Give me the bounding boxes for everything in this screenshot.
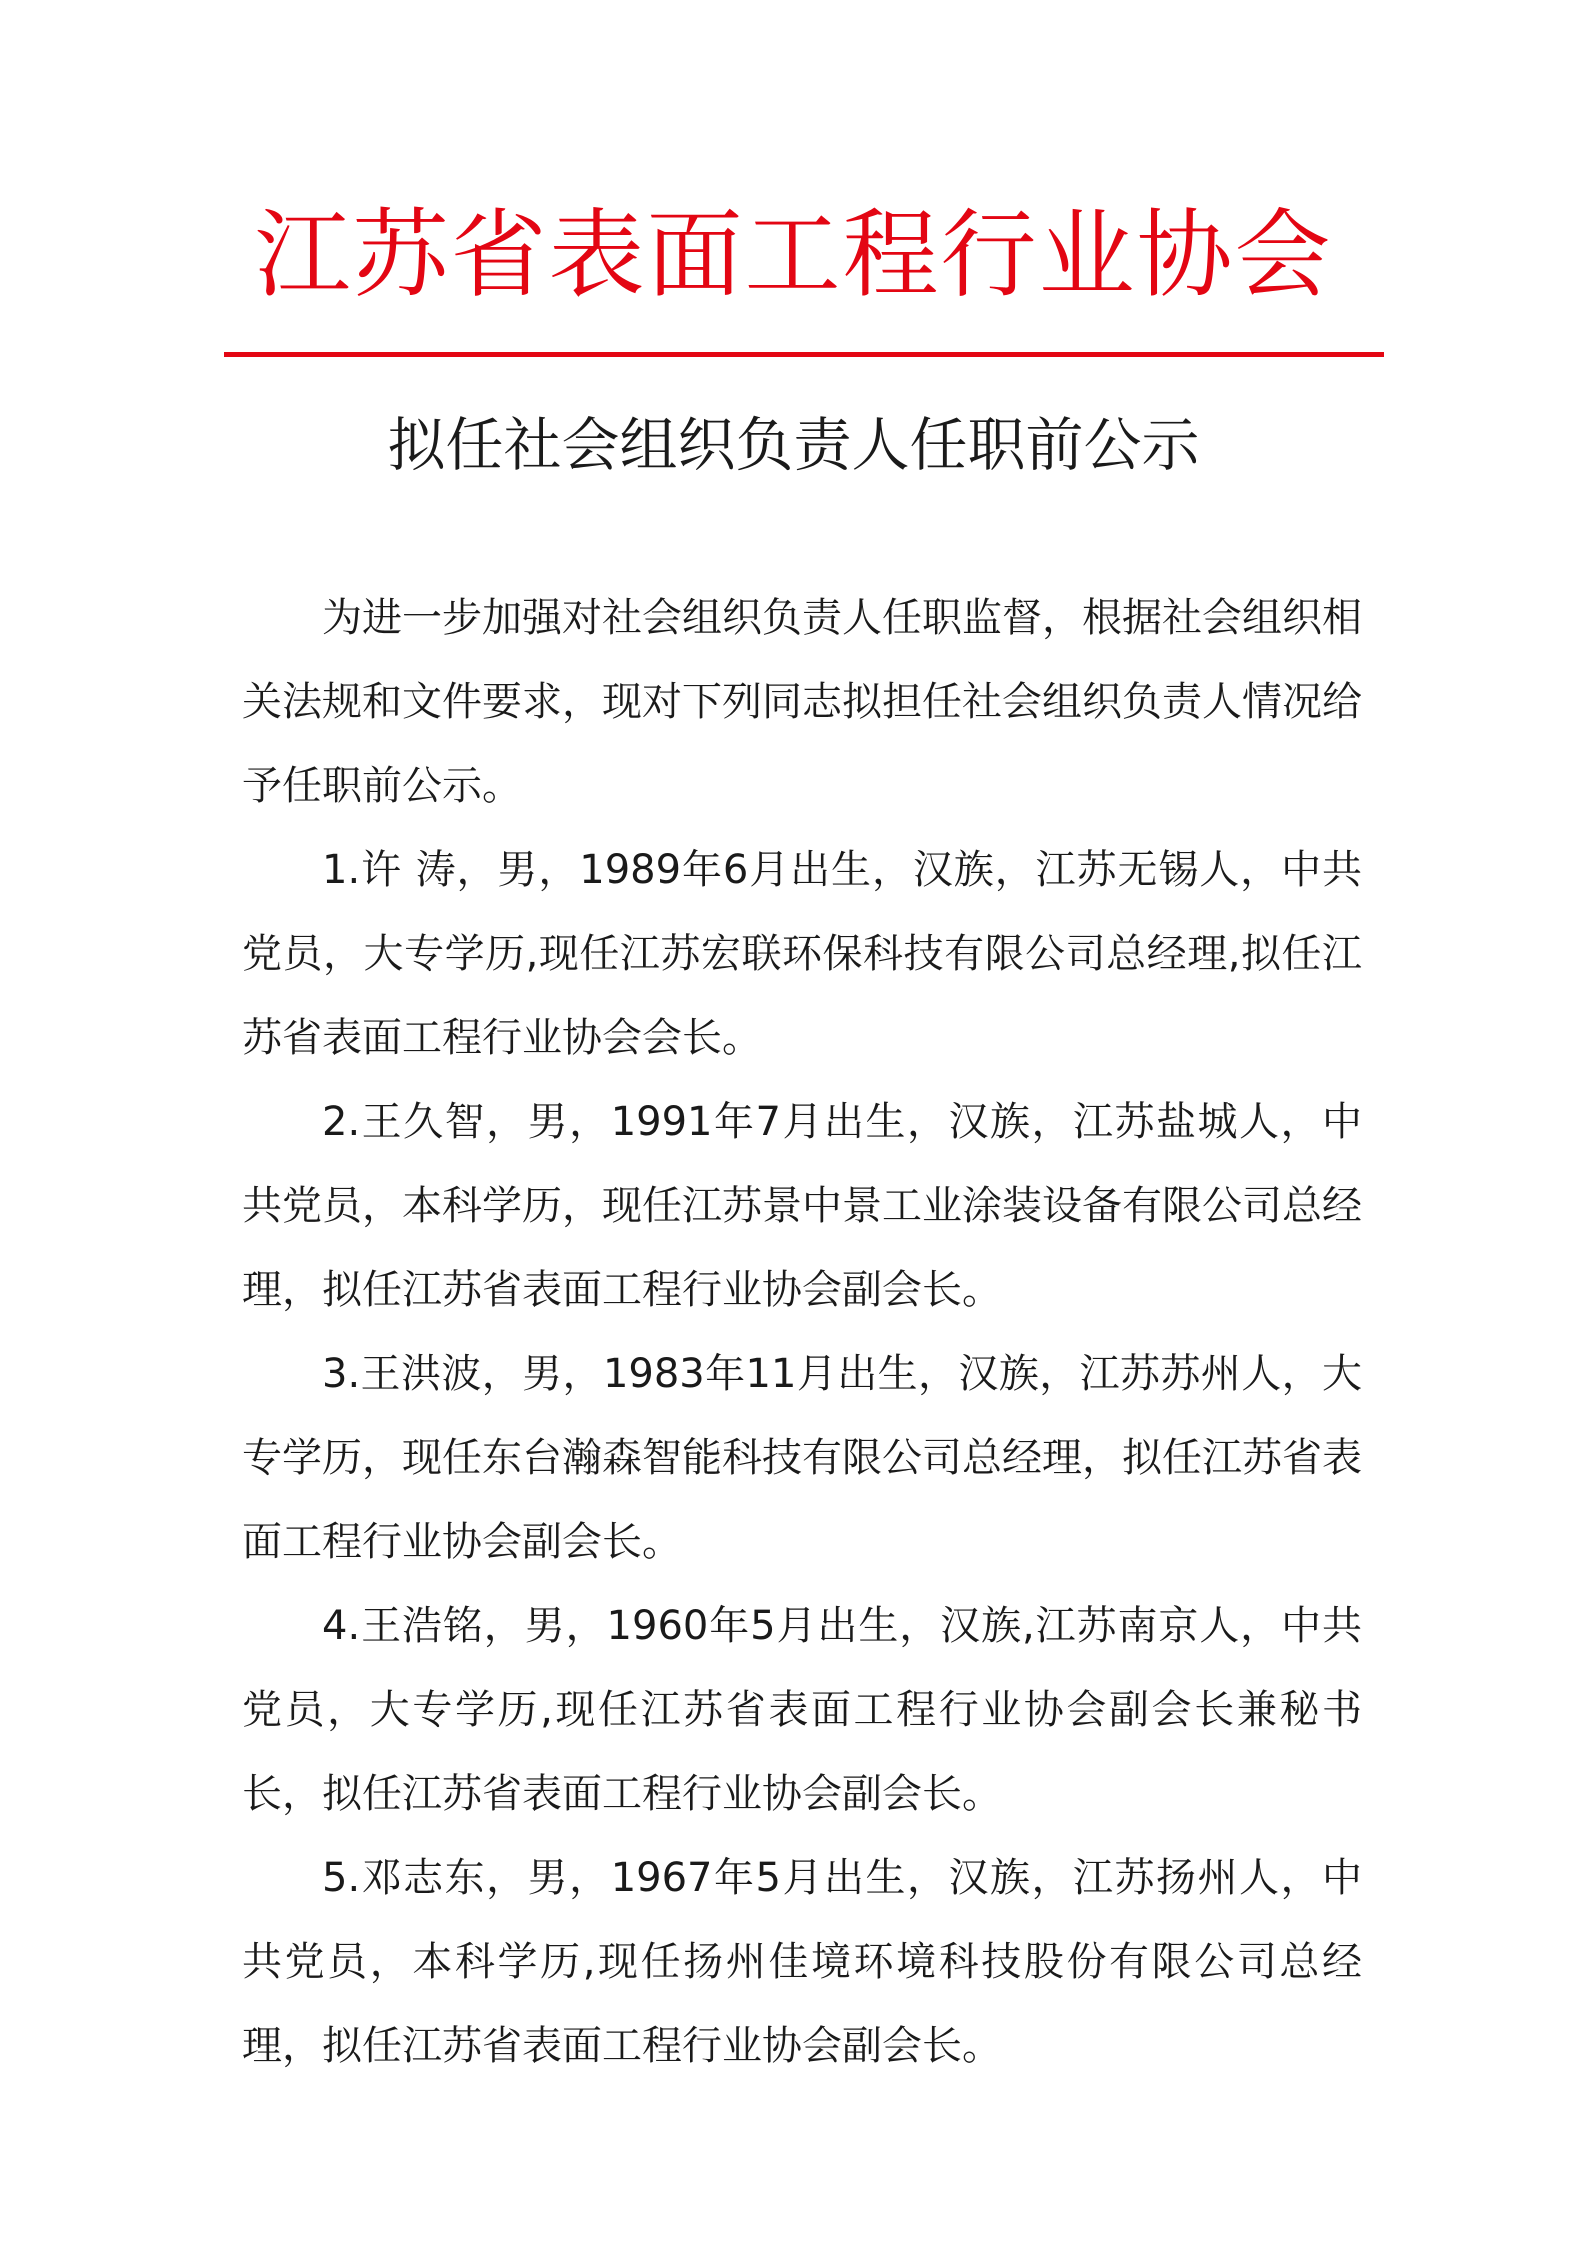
notice-title: 拟任社会组织负责人任职前公示 [387,411,1200,479]
org-header: 江苏省表面工程行业协会 [254,199,1333,311]
candidate-paragraph: 4.王浩铭，男，1960年5月出生，汉族,江苏南京人，中共党员，大专学历,现任江苏省表面工程行业协会副会长兼秘书长，拟任江苏省表面工程行业协会副会长。 [242,1603,1362,1817]
candidate-paragraph: 5.邓志东，男，1967年5月出生，汉族，江苏扬州人，中共党员，本科学历,现任扬州佳境环境科技股份有限公司总经理，拟任江苏省表面工程行业协会副会长。 [242,1855,1362,2069]
notice-body [242,576,1362,2088]
candidate-paragraph: 2.王久智，男，1991年7月出生，汉族，江苏盐城人，中共党员，本科学历，现任江苏景中景工业涂装设备有限公司总经理，拟任江苏省表面工程行业协会副会长。 [242,1099,1362,1313]
candidate-paragraph: 1.许 涛，男，1989年6月出生，汉族，江苏无锡人，中共党员，大专学历,现任江苏宏联环保科技有限公司总经理,拟任江苏省表面工程行业协会会长。 [242,847,1362,1061]
candidate-paragraph: 3.王洪波，男，1983年11月出生，汉族，江苏苏州人，大专学历，现任东台瀚森智能科技有限公司总经理，拟任江苏省表面工程行业协会副会长。 [242,1351,1362,1565]
intro-paragraph: 为进一步加强对社会组织负责人任职监督，根据社会组织相关法规和文件要求，现对下列同志拟担任社会组织负责人情况给予任职前公示。 [242,595,1362,809]
red-divider-line [224,352,1384,357]
